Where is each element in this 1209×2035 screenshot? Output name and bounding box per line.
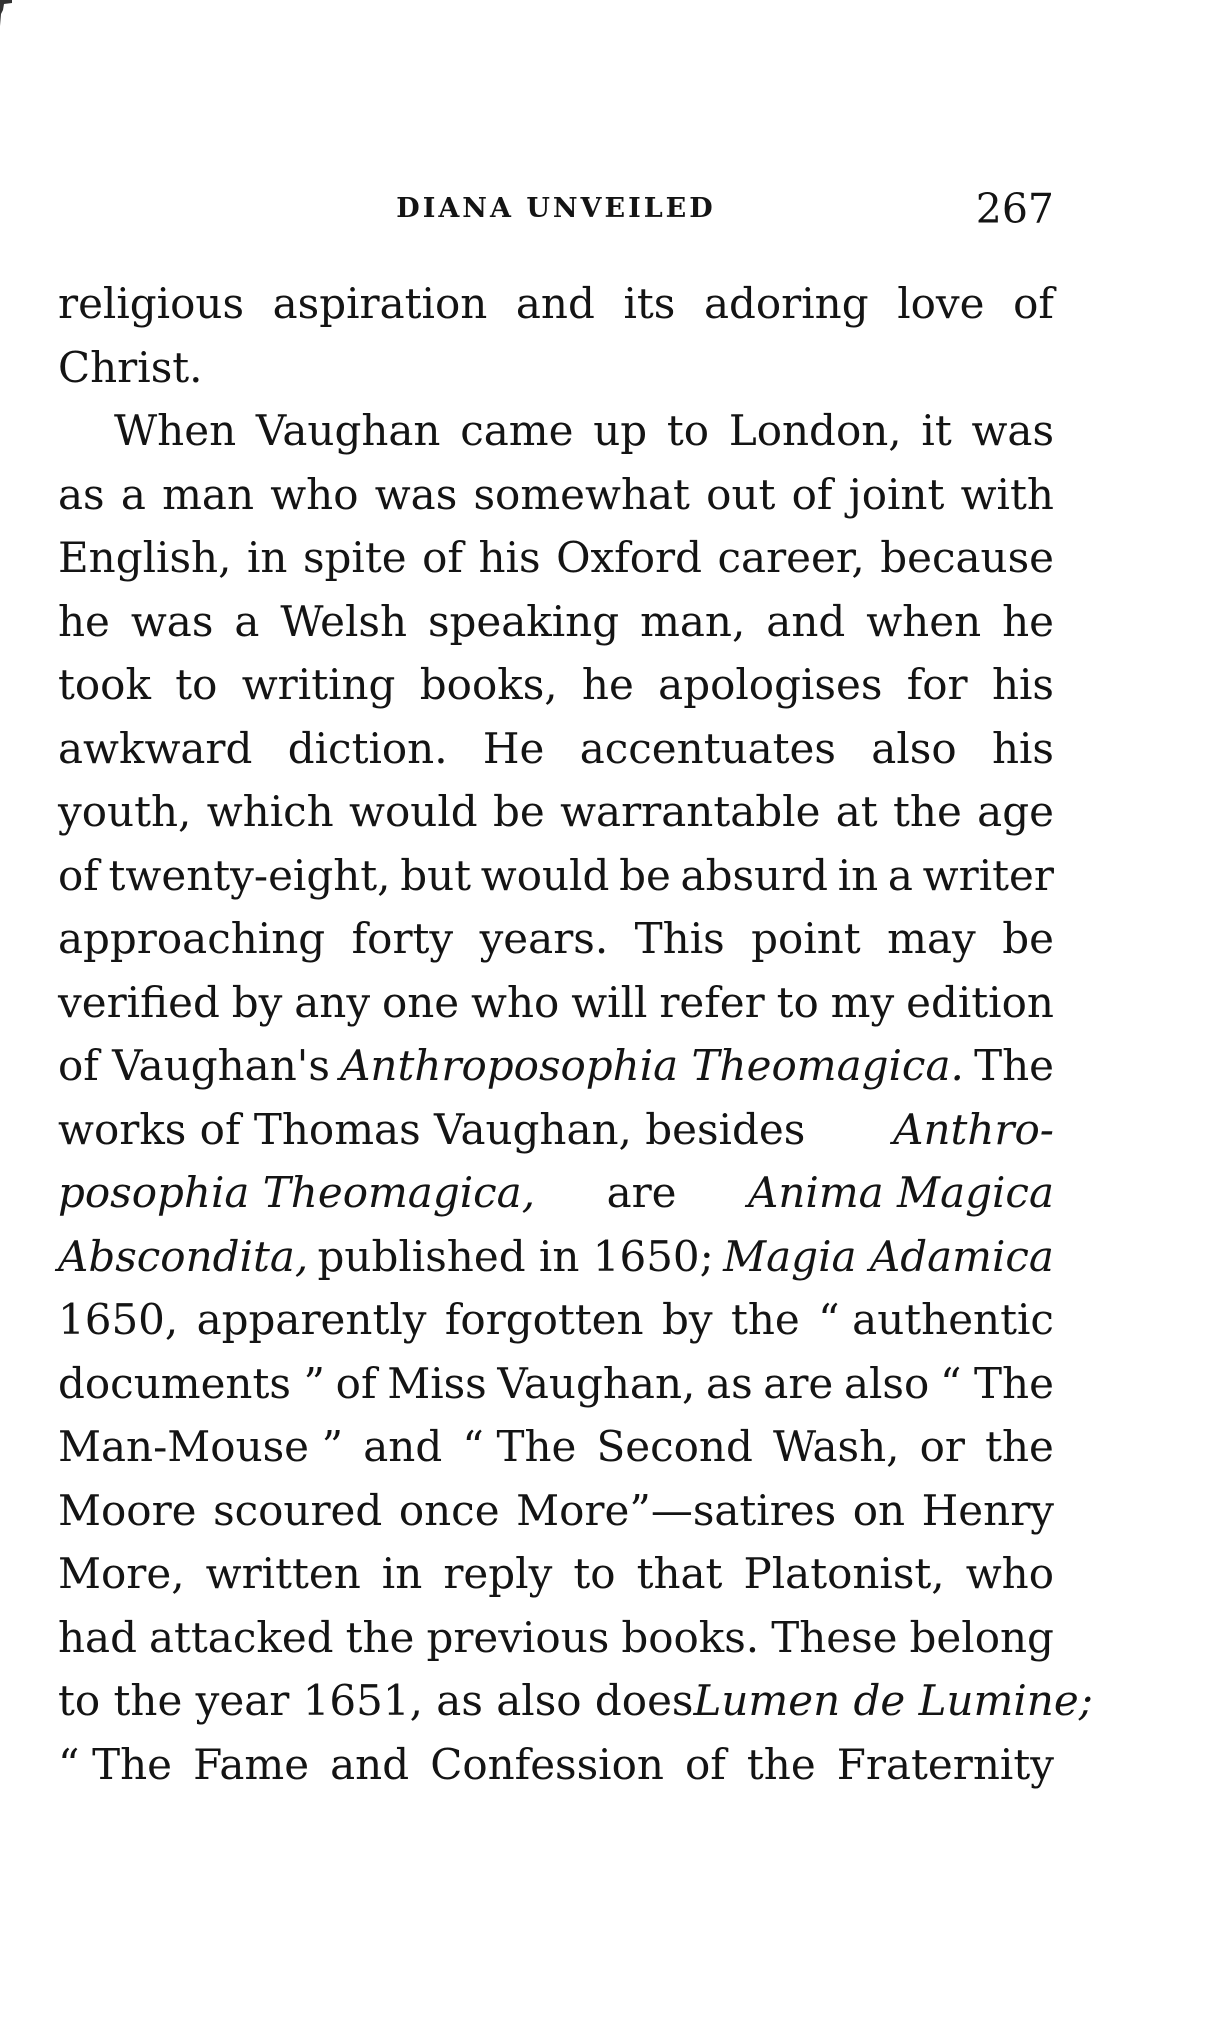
- text-line: [58, 717, 1054, 781]
- word: forty: [351, 914, 454, 963]
- word: Platonist,: [743, 1549, 945, 1598]
- word: any: [294, 977, 371, 1027]
- quote-mark: ”: [303, 1358, 325, 1408]
- word: a: [120, 469, 146, 519]
- scan-edge-mark: [0, 0, 12, 26]
- word: point: [751, 914, 861, 963]
- word: diction.: [287, 723, 448, 773]
- word: Vaughan,: [497, 1358, 696, 1408]
- word: of: [1013, 279, 1054, 328]
- word: its: [623, 279, 676, 328]
- word: once: [398, 1485, 500, 1535]
- line-text: Christ.: [58, 342, 203, 392]
- word: Vaughan: [255, 406, 441, 455]
- word: years.: [479, 914, 609, 963]
- book-title: Lumen de Lumine;: [693, 1676, 1093, 1725]
- book-title: Anima Magica: [748, 1168, 1054, 1217]
- word: refer: [659, 977, 765, 1027]
- word: which: [206, 787, 334, 836]
- word: are: [763, 1358, 834, 1408]
- word: would: [349, 787, 478, 836]
- text-line: [58, 1225, 1054, 1289]
- word: written: [205, 1549, 361, 1598]
- word: of: [422, 533, 463, 582]
- word: Henry: [921, 1485, 1054, 1535]
- word: twenty-eight,: [108, 850, 391, 900]
- word: he: [58, 596, 110, 646]
- word: aspiration: [272, 279, 488, 328]
- word: edition: [906, 977, 1054, 1027]
- book-title: posophia Theomagica,: [58, 1168, 536, 1217]
- text-line: [58, 1479, 1054, 1543]
- word: will: [571, 977, 648, 1027]
- word: verified: [58, 977, 220, 1027]
- word: love: [897, 279, 985, 328]
- text-line: [58, 653, 1054, 717]
- text-line: [58, 1542, 1054, 1606]
- word: apologises: [658, 660, 883, 709]
- word: Wash,: [772, 1422, 900, 1471]
- text-line: [58, 1733, 1054, 1797]
- word: These: [771, 1612, 898, 1662]
- word: by: [231, 977, 283, 1027]
- word: writer: [922, 850, 1054, 900]
- word: because: [880, 533, 1054, 582]
- word: spite: [302, 533, 407, 582]
- word: apparently: [196, 1295, 427, 1344]
- word: of: [58, 850, 99, 900]
- text-line: [58, 1288, 1054, 1352]
- text-segment: are: [606, 1168, 677, 1217]
- text-line: [58, 336, 1054, 400]
- word: Miss: [387, 1358, 487, 1408]
- word: his: [991, 723, 1054, 773]
- word: attacked: [149, 1612, 334, 1662]
- word: Man-Mouse: [58, 1422, 310, 1471]
- word: man: [162, 469, 254, 519]
- quote-mark: “: [818, 1295, 840, 1344]
- text-segment: works of Thomas Vaughan, besides: [58, 1104, 806, 1154]
- word: my: [830, 977, 895, 1027]
- word: as: [58, 469, 105, 519]
- word: absurd: [680, 850, 829, 900]
- word: the: [730, 1295, 800, 1344]
- text-segment: to the year 1651, as also does: [58, 1676, 694, 1725]
- word: would: [480, 850, 610, 900]
- word: also: [843, 1358, 930, 1408]
- word: writing: [241, 660, 396, 709]
- word: one: [381, 977, 460, 1027]
- quote-mark: “: [939, 1358, 962, 1408]
- word: to: [666, 406, 710, 455]
- word: Confession: [430, 1739, 664, 1789]
- word: The: [92, 1739, 172, 1789]
- word: had: [58, 1612, 137, 1662]
- word: previous: [426, 1612, 610, 1662]
- word: was: [130, 596, 214, 646]
- word: Fame: [193, 1739, 310, 1789]
- word: to: [175, 660, 218, 709]
- word: Moore: [58, 1485, 197, 1535]
- word: approaching: [58, 914, 326, 963]
- word: was: [971, 406, 1054, 455]
- word: reply: [443, 1549, 553, 1598]
- word: with: [960, 469, 1054, 519]
- word: forgotten: [444, 1295, 644, 1344]
- word: it: [921, 406, 952, 455]
- word: London,: [728, 406, 902, 455]
- text-segment: published in 1650;: [317, 1231, 714, 1281]
- word: [58, 1415, 343, 1479]
- text-line: [58, 844, 1054, 908]
- word: to: [573, 1549, 616, 1598]
- word: [516, 1479, 836, 1543]
- word: When: [114, 406, 237, 455]
- word: for: [906, 660, 968, 709]
- word: took: [58, 660, 151, 709]
- word: of: [335, 1358, 377, 1408]
- word: be: [493, 787, 545, 836]
- text-line: [58, 526, 1054, 590]
- word: in: [837, 850, 879, 900]
- word: age: [977, 787, 1054, 836]
- word: belong: [909, 1612, 1054, 1662]
- word: joint: [848, 469, 945, 519]
- word: at: [835, 787, 878, 836]
- word: Second: [596, 1422, 753, 1471]
- word: he: [1002, 596, 1054, 646]
- word: a: [234, 596, 260, 646]
- word: [58, 1352, 325, 1416]
- word: [940, 1352, 1054, 1416]
- word: on: [852, 1485, 906, 1535]
- word: books,: [419, 660, 558, 709]
- word: as: [706, 1358, 753, 1408]
- word: somewhat: [473, 469, 690, 519]
- text-line: [58, 1034, 1054, 1098]
- quote-mark: “: [58, 1739, 80, 1789]
- text-line: [58, 1098, 1054, 1162]
- word: English,: [58, 533, 232, 582]
- text-line: [58, 907, 1054, 971]
- word: documents: [58, 1358, 291, 1408]
- word: his: [991, 660, 1054, 709]
- running-title: DIANA UNVEILED: [396, 193, 716, 224]
- word: came: [460, 406, 574, 455]
- text-line: [58, 1161, 1054, 1225]
- book-title: Anthroposophia Theomagica.: [340, 1041, 964, 1090]
- word: [818, 1288, 1054, 1352]
- word: be: [1002, 914, 1054, 963]
- word: [462, 1415, 576, 1479]
- word: Welsh: [280, 596, 407, 646]
- word: out: [706, 469, 776, 519]
- page-number: 267: [975, 185, 1054, 233]
- word: This: [634, 914, 725, 963]
- running-head: [58, 185, 1054, 235]
- word: the: [985, 1422, 1054, 1471]
- word: a: [887, 850, 913, 900]
- word: of: [685, 1739, 726, 1789]
- text-line: [58, 780, 1054, 844]
- word: More: [516, 1485, 630, 1535]
- word: of: [791, 469, 833, 519]
- word: who: [270, 469, 359, 519]
- word: the: [345, 1612, 415, 1662]
- word: by: [661, 1295, 713, 1344]
- word: was: [374, 469, 458, 519]
- quote-mark: ”: [321, 1422, 344, 1471]
- word: who: [965, 1549, 1054, 1598]
- text-line: [58, 590, 1054, 654]
- word: the: [746, 1739, 816, 1789]
- word: and: [766, 596, 846, 646]
- word: that: [636, 1549, 723, 1598]
- word: in: [381, 1549, 423, 1598]
- word: when: [866, 596, 982, 646]
- word: man,: [640, 596, 746, 646]
- word: authentic: [852, 1295, 1054, 1344]
- word: may: [887, 914, 976, 963]
- word: and: [330, 1739, 410, 1789]
- book-title: Anthro-: [893, 1104, 1054, 1154]
- text-line: [58, 971, 1054, 1035]
- word: also: [871, 723, 957, 773]
- quote-mark: “: [462, 1422, 484, 1471]
- word: 1650,: [58, 1295, 179, 1344]
- text-line: [58, 463, 1054, 527]
- word: speaking: [427, 596, 620, 646]
- word: religious: [58, 279, 245, 328]
- word: The: [496, 1422, 577, 1471]
- text-line: [58, 1669, 1093, 1733]
- word: and: [363, 1422, 443, 1471]
- word: He: [482, 723, 545, 773]
- word: [58, 1733, 172, 1797]
- word: warrantable: [560, 787, 821, 836]
- word: books.: [621, 1612, 760, 1662]
- book-title: Magia Adamica: [723, 1231, 1054, 1281]
- word: career,: [717, 533, 865, 582]
- word: up: [593, 406, 648, 455]
- word: ”—satires: [629, 1485, 837, 1535]
- text-line: [58, 1415, 1054, 1479]
- text-line: [58, 1606, 1054, 1670]
- body-text: [58, 272, 1093, 1796]
- word: adoring: [703, 279, 869, 328]
- word: in: [246, 533, 288, 582]
- text-line: [58, 272, 1054, 336]
- word: youth,: [58, 787, 192, 836]
- word: Oxford: [556, 533, 702, 582]
- paragraph-first-line: [58, 399, 1054, 463]
- word: awkward: [58, 723, 253, 773]
- text-segment: The: [974, 1041, 1054, 1090]
- word: Fraternity: [836, 1739, 1054, 1789]
- word: The: [974, 1358, 1054, 1408]
- word: his: [478, 533, 541, 582]
- word: the: [893, 787, 962, 836]
- word: he: [581, 660, 634, 709]
- word: and: [515, 279, 595, 328]
- text-segment: of Vaughan's: [58, 1041, 330, 1090]
- word: or: [919, 1422, 965, 1471]
- word: be: [619, 850, 671, 900]
- word: accentuates: [579, 723, 836, 773]
- word: scoured: [213, 1485, 383, 1535]
- word: but: [400, 850, 472, 900]
- word: to: [776, 977, 819, 1027]
- text-line: [58, 1352, 1054, 1416]
- word: who: [471, 977, 560, 1027]
- book-title: Abscondita,: [58, 1231, 309, 1281]
- word: More,: [58, 1549, 185, 1598]
